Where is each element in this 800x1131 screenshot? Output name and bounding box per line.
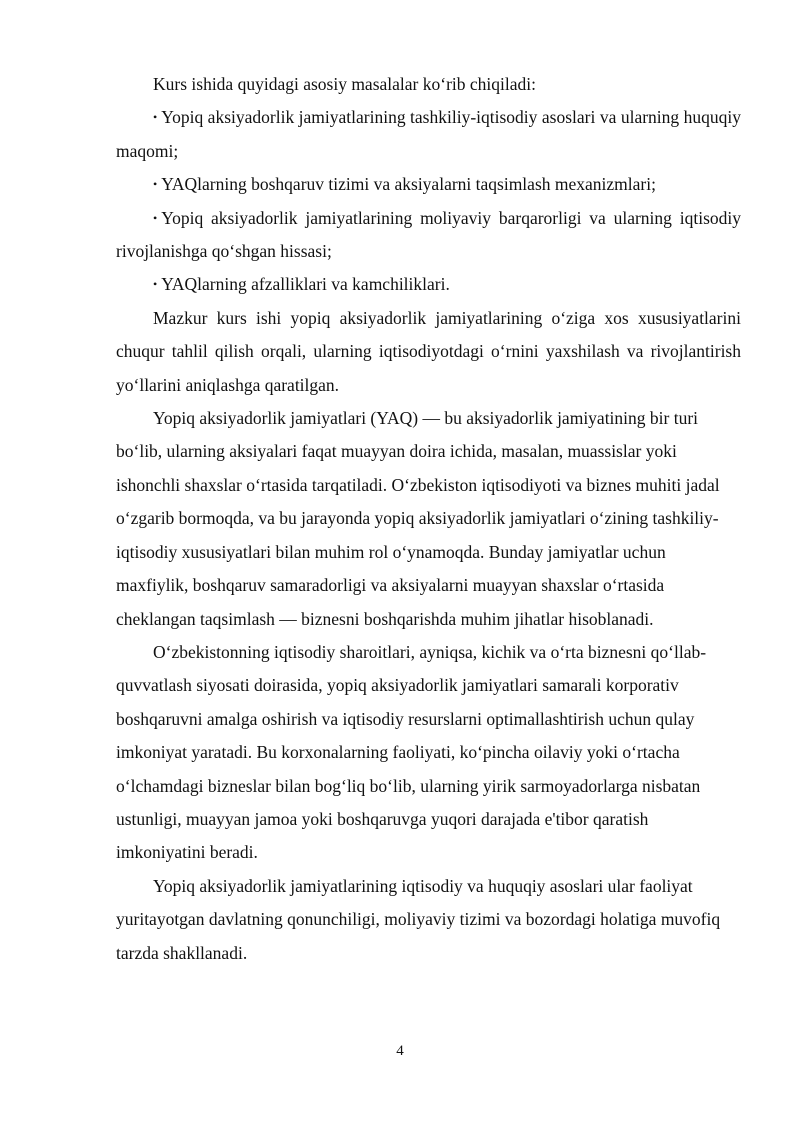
bullet-item — [116, 202, 741, 269]
bullet-item — [116, 268, 741, 301]
page-number: 4 — [396, 1043, 404, 1059]
body-paragraph: Mazkur kurs ishi yopiq aksiyadorlik jamiyatlarining o‘ziga xos xususiyatlarini chuqur tahlil qilish orqali, ularning iqtisodiyotdagi o‘rnini yaxshilash va rivojlantirish yo‘llarini aniqlashga qaratilgan. — [116, 307, 741, 395]
body-paragraph: Yopiq aksiyadorlik jamiyatlarining iqtisodiy va huquqiy asoslari ular faoliyat yuritayotgan davlatning qonunchiligi, moliyaviy tizimi va bozordagi holatiga muvofiq tarzda shakllanadi. — [116, 875, 721, 963]
bullet-marker: • — [153, 177, 158, 192]
bullet-text: Yopiq aksiyadorlik jamiyatlarining moliyaviy barqarorligi va ularning iqtisodiy rivojlanishga qo‘shgan hissasi; — [116, 207, 741, 262]
bullet-marker: • — [153, 277, 158, 292]
bullet-marker: • — [153, 210, 158, 225]
document-page — [116, 68, 741, 970]
bullet-text: YAQlarning boshqaruv tizimi va aksiyalarni taqsimlash mexanizmlari; — [161, 174, 656, 195]
bullet-text: Yopiq aksiyadorlik jamiyatlarining tashkiliy-iqtisodiy asoslari va ularning huquqiy maqomi; — [116, 107, 741, 161]
body-paragraph: Yopiq aksiyadorlik jamiyatlari (YAQ) — bu aksiyadorlik jamiyatining bir turi bo‘lib, ularning aksiyalari faqat muayyan doira ichida, masalan, muassislar yoki ishonchli shaxslar o‘rtasida tarqatiladi. O‘zbekiston iqtisodiyoti va biznes muhiti jadal o‘zgarib bormoqda, va bu jarayonda yopiq aksiyadorlik jamiyatlari o‘zining tashkiliy-iqtisodiy xususiyatlari bilan muhim rol o‘ynamoqda. Bunday jamiyatlar uchun maxfiylik, boshqaruv samaradorligi va aksiyalarni muayyan shaxslar o‘rtasida cheklangan taqsimlash — biznesni boshqarishda muhim jihatlar hisoblanadi. — [116, 408, 720, 629]
bullet-text: YAQlarning afzalliklari va kamchiliklari. — [161, 274, 450, 295]
bullet-item — [116, 101, 741, 168]
bullet-marker: • — [153, 110, 158, 125]
intro-paragraph: Kurs ishida quyidagi asosiy masalalar ko‘rib chiqiladi: — [153, 74, 536, 94]
bullet-item — [116, 168, 741, 201]
body-paragraph: O‘zbekistonning iqtisodiy sharoitlari, ayniqsa, kichik va o‘rta biznesni qo‘llab-quvvatlash siyosati doirasida, yopiq aksiyadorlik jamiyatlari samarali korporativ boshqaruvni amalga oshirish va iqtisodiy resurslarni optimallashtirish uchun qulay imkoniyat yaratadi. Bu korxonalarning faoliyati, ko‘pincha oilaviy yoki o‘rtacha o‘lchamdagi bizneslar bilan bog‘liq bo‘lib, ularning yirik sarmoyadorlarga nisbatan ustunligi, muayyan jamoa yoki boshqaruvga yuqori darajada e'tibor qaratish imkoniyatini beradi. — [116, 641, 707, 863]
